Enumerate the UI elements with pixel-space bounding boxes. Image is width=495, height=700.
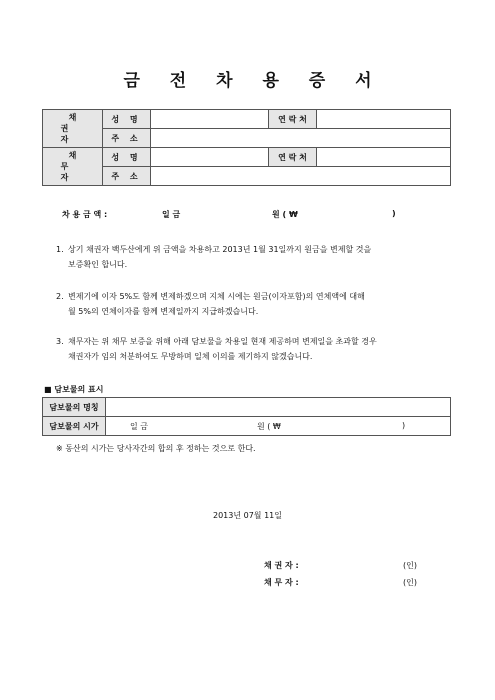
creditor-seal: (인) <box>403 561 417 570</box>
creditor-signature-label: 채 권 자 : <box>264 561 299 570</box>
parties-table <box>42 109 451 186</box>
collateral-close-paren: ) <box>402 421 406 430</box>
creditor-contact-field[interactable] <box>317 110 451 129</box>
clause-1-number: 1. <box>56 245 64 254</box>
clause-1-line-1: 상기 채권자 백두산에게 위 금액을 차용하고 2013년 1월 31일까지 원금을 변제할 것을 <box>68 245 372 254</box>
debtor-label: 채 무 자 <box>43 148 103 186</box>
debtor-name-field[interactable] <box>151 148 269 167</box>
clause-1-line-2: 보증확인 합니다. <box>68 260 128 269</box>
document-date: 2013년 07월 11일 <box>213 511 282 520</box>
creditor-address-label: 주 소 <box>103 129 151 148</box>
collateral-note: ※ 동산의 시가는 당사자간의 합의 후 정하는 것으로 한다. <box>56 444 256 453</box>
clause-3-line-2: 채권자가 임의 처분하여도 무방하며 일체 이의를 제기하지 않겠습니다. <box>68 352 313 361</box>
debtor-address-label: 주 소 <box>103 167 151 186</box>
creditor-label: 채 권 자 <box>43 110 103 148</box>
creditor-name-label: 성 명 <box>103 110 151 129</box>
clause-3-line-1: 채무자는 위 채무 보증을 위해 아래 담보물을 차용일 현재 제공하며 변제일을 초과할 경우 <box>68 337 377 346</box>
amount-close-paren: ) <box>392 209 396 218</box>
amount-korean-prefix: 일 금 <box>162 210 181 219</box>
collateral-value-prefix: 일 금 <box>130 422 148 431</box>
debtor-address-field[interactable] <box>151 167 451 186</box>
clause-3-number: 3. <box>56 337 64 346</box>
debtor-contact-field[interactable] <box>317 148 451 167</box>
clause-3 <box>56 334 436 364</box>
creditor-address-field[interactable] <box>151 129 451 148</box>
creditor-contact-label: 연 락 처 <box>269 110 317 129</box>
collateral-won-label: 원 ( ₩ <box>257 422 281 431</box>
clause-2 <box>56 289 436 319</box>
clause-2-number: 2. <box>56 292 64 301</box>
debtor-signature-label: 채 무 자 : <box>264 578 299 587</box>
collateral-value-field[interactable] <box>106 417 451 436</box>
collateral-section-title: ■ 담보물의 표시 <box>44 385 104 394</box>
creditor-name-field[interactable] <box>151 110 269 129</box>
clause-1 <box>56 242 436 272</box>
collateral-name-field[interactable] <box>106 398 451 417</box>
collateral-name-label: 담보물의 명칭 <box>43 398 106 417</box>
collateral-table <box>42 397 451 436</box>
amount-won-label: 원 ( ₩ <box>272 210 298 219</box>
debtor-contact-label: 연 락 처 <box>269 148 317 167</box>
clause-2-line-2: 월 5%의 연체이자를 함께 변제일까지 지급하겠습니다. <box>68 307 259 316</box>
debtor-name-label: 성 명 <box>103 148 151 167</box>
amount-label: 차 용 금 액 : <box>62 210 108 219</box>
debtor-seal: (인) <box>403 578 417 587</box>
clause-2-line-1: 변제기에 이자 5%도 함께 변제하겠으며 지체 시에는 원금(이자포함)의 연체액에 대해 <box>68 292 365 301</box>
document-title: 금 전 차 용 증 서 <box>123 71 384 91</box>
collateral-value-label: 담보물의 시가 <box>43 417 106 436</box>
